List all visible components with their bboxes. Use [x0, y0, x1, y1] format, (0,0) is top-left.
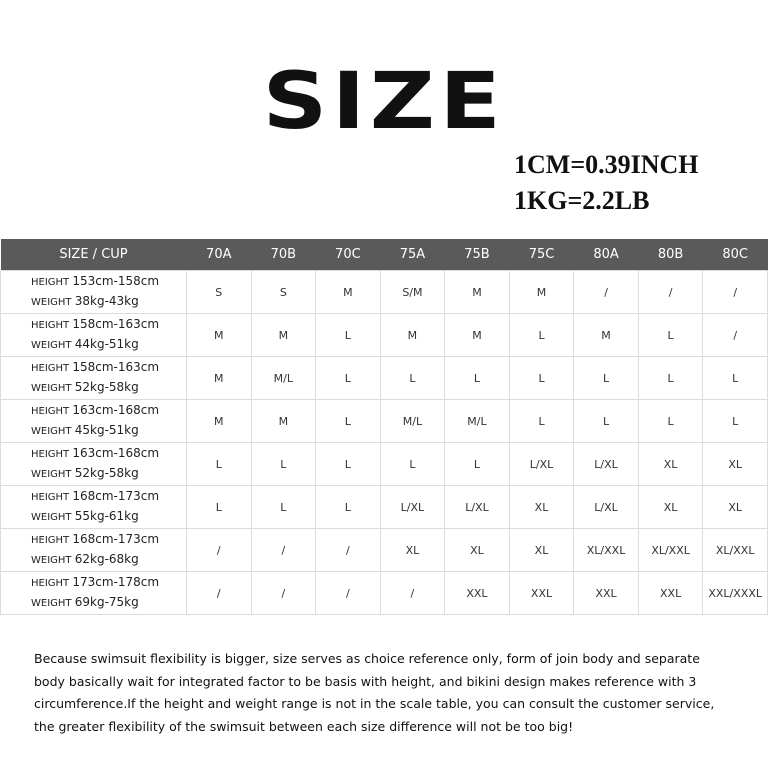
- conversion-kg-lb: 1KG=2.2LB: [514, 186, 650, 215]
- weight-label: WEIGHT: [31, 383, 72, 394]
- size-cell: M: [251, 400, 316, 443]
- height-label: HEIGHT: [31, 406, 70, 417]
- size-cell: L/XL: [574, 443, 639, 486]
- size-cell: L: [251, 486, 316, 529]
- height-range: 168cm-173cm: [72, 532, 160, 546]
- weight-line: [31, 335, 186, 355]
- height-range: 163cm-168cm: [72, 446, 160, 460]
- size-cell: XL: [703, 486, 768, 529]
- weight-label: WEIGHT: [31, 426, 72, 437]
- header-cup: 80C: [703, 239, 768, 271]
- row-measurements: [1, 529, 187, 572]
- header-cup: 80B: [638, 239, 703, 271]
- height-range: 163cm-168cm: [72, 403, 160, 417]
- table-row: [1, 400, 768, 443]
- size-cell: XL: [445, 529, 510, 572]
- table-row: [1, 314, 768, 357]
- table-row: [1, 486, 768, 529]
- height-label: HEIGHT: [31, 363, 70, 374]
- weight-label: WEIGHT: [31, 340, 72, 351]
- size-cell: M: [316, 271, 381, 314]
- weight-line: [31, 464, 186, 484]
- size-cell: L: [638, 314, 703, 357]
- size-cell: M: [380, 314, 445, 357]
- size-cell: /: [574, 271, 639, 314]
- weight-line: [31, 593, 186, 613]
- row-measurements: [1, 314, 187, 357]
- size-cell: /: [703, 271, 768, 314]
- size-cell: S: [251, 271, 316, 314]
- row-measurements: [1, 572, 187, 615]
- height-label: HEIGHT: [31, 320, 70, 331]
- size-cell: L: [316, 486, 381, 529]
- size-cell: M: [251, 314, 316, 357]
- row-measurements: [1, 443, 187, 486]
- weight-range: 38kg-43kg: [74, 294, 139, 308]
- header-cup: 70B: [251, 239, 316, 271]
- size-cell: /: [251, 572, 316, 615]
- height-line: [31, 315, 186, 335]
- size-cell: L: [316, 443, 381, 486]
- size-cell: S: [187, 271, 252, 314]
- size-cell: L: [574, 357, 639, 400]
- size-note: Because swimsuit flexibility is bigger, size serves as choice reference only, form of join body and separate body basically wait for integrated factor to be basis with height, and bikini design makes reference with 3 circumference.If the height and weight range is not in the scale table, you can consult the customer service, the greater flexibility of the swimsuit between each size difference will not be too big!: [34, 651, 715, 734]
- height-range: 153cm-158cm: [72, 274, 160, 288]
- size-cell: XL/XXL: [638, 529, 703, 572]
- row-measurements: [1, 357, 187, 400]
- row-measurements: [1, 271, 187, 314]
- size-cell: L: [316, 400, 381, 443]
- size-cell: L: [316, 314, 381, 357]
- size-cell: L: [187, 443, 252, 486]
- size-cell: XXL: [638, 572, 703, 615]
- size-cell: /: [187, 529, 252, 572]
- size-cell: L: [638, 357, 703, 400]
- size-cell: /: [251, 529, 316, 572]
- weight-line: [31, 421, 186, 441]
- size-cell: M/L: [251, 357, 316, 400]
- weight-label: WEIGHT: [31, 598, 72, 609]
- size-cell: /: [316, 572, 381, 615]
- height-range: 173cm-178cm: [72, 575, 160, 589]
- size-cell: XL: [509, 486, 574, 529]
- size-cell: M: [187, 357, 252, 400]
- header-cup: 75C: [509, 239, 574, 271]
- size-cell: /: [380, 572, 445, 615]
- size-cell: XL: [509, 529, 574, 572]
- size-cell: XL: [638, 443, 703, 486]
- row-measurements: [1, 400, 187, 443]
- size-cell: L: [703, 357, 768, 400]
- size-cell: XXL: [509, 572, 574, 615]
- size-cell: XL: [638, 486, 703, 529]
- table-row: [1, 357, 768, 400]
- height-line: [31, 358, 186, 378]
- size-cell: L/XL: [445, 486, 510, 529]
- weight-range: 55kg-61kg: [74, 509, 139, 523]
- weight-line: [31, 550, 186, 570]
- size-cell: L: [445, 443, 510, 486]
- weight-range: 44kg-51kg: [74, 337, 139, 351]
- size-cell: /: [187, 572, 252, 615]
- header-cup: 80A: [574, 239, 639, 271]
- size-table-body: [1, 271, 768, 615]
- height-line: [31, 444, 186, 464]
- size-cell: M: [574, 314, 639, 357]
- table-row: [1, 271, 768, 314]
- size-cell: XL/XXL: [703, 529, 768, 572]
- size-table-header: [1, 239, 768, 271]
- height-label: HEIGHT: [31, 449, 70, 460]
- height-label: HEIGHT: [31, 277, 70, 288]
- size-cell: S/M: [380, 271, 445, 314]
- size-cell: M: [445, 314, 510, 357]
- size-cell: L/XL: [574, 486, 639, 529]
- table-row: [1, 529, 768, 572]
- size-cell: M: [187, 314, 252, 357]
- weight-line: [31, 507, 186, 527]
- height-label: HEIGHT: [31, 578, 70, 589]
- size-table: [0, 239, 768, 615]
- weight-label: WEIGHT: [31, 297, 72, 308]
- size-cell: XXL/XXXL: [703, 572, 768, 615]
- page-title: SIZE: [262, 57, 506, 147]
- size-cell: M/L: [380, 400, 445, 443]
- header-cup: 70A: [187, 239, 252, 271]
- size-cell: L: [509, 357, 574, 400]
- header-cup: 75A: [380, 239, 445, 271]
- height-label: HEIGHT: [31, 535, 70, 546]
- size-cell: /: [703, 314, 768, 357]
- row-measurements: [1, 486, 187, 529]
- size-cell: L: [380, 443, 445, 486]
- size-cell: XL: [703, 443, 768, 486]
- size-cell: XL: [380, 529, 445, 572]
- header-cup: 75B: [445, 239, 510, 271]
- size-cell: L: [638, 400, 703, 443]
- weight-label: WEIGHT: [31, 555, 72, 566]
- size-cell: L: [316, 357, 381, 400]
- size-cell: L: [187, 486, 252, 529]
- size-cell: /: [638, 271, 703, 314]
- weight-range: 69kg-75kg: [74, 595, 139, 609]
- weight-line: [31, 378, 186, 398]
- size-cell: M: [445, 271, 510, 314]
- height-line: [31, 573, 186, 593]
- size-cell: L/XL: [380, 486, 445, 529]
- weight-label: WEIGHT: [31, 512, 72, 523]
- table-row: [1, 443, 768, 486]
- size-cell: XL/XXL: [574, 529, 639, 572]
- header-cup: 70C: [316, 239, 381, 271]
- height-line: [31, 272, 186, 292]
- height-line: [31, 530, 186, 550]
- size-cell: M/L: [445, 400, 510, 443]
- size-cell: L: [574, 400, 639, 443]
- weight-line: [31, 292, 186, 312]
- size-cell: L: [251, 443, 316, 486]
- size-cell: XXL: [445, 572, 510, 615]
- height-range: 158cm-163cm: [72, 360, 160, 374]
- header-size-cup: SIZE / CUP: [1, 239, 187, 271]
- size-cell: L: [509, 400, 574, 443]
- height-line: [31, 487, 186, 507]
- conversion-cm-inch: 1CM=0.39INCH: [514, 150, 699, 179]
- height-line: [31, 401, 186, 421]
- weight-range: 52kg-58kg: [74, 380, 139, 394]
- size-cell: M: [187, 400, 252, 443]
- size-cell: XXL: [574, 572, 639, 615]
- size-cell: L: [445, 357, 510, 400]
- size-cell: L/XL: [509, 443, 574, 486]
- size-cell: L: [703, 400, 768, 443]
- size-cell: M: [509, 271, 574, 314]
- size-cell: L: [380, 357, 445, 400]
- weight-range: 62kg-68kg: [74, 552, 139, 566]
- height-range: 168cm-173cm: [72, 489, 160, 503]
- size-cell: /: [316, 529, 381, 572]
- height-range: 158cm-163cm: [72, 317, 160, 331]
- height-label: HEIGHT: [31, 492, 70, 503]
- weight-label: WEIGHT: [31, 469, 72, 480]
- weight-range: 45kg-51kg: [74, 423, 139, 437]
- table-row: [1, 572, 768, 615]
- weight-range: 52kg-58kg: [74, 466, 139, 480]
- size-cell: L: [509, 314, 574, 357]
